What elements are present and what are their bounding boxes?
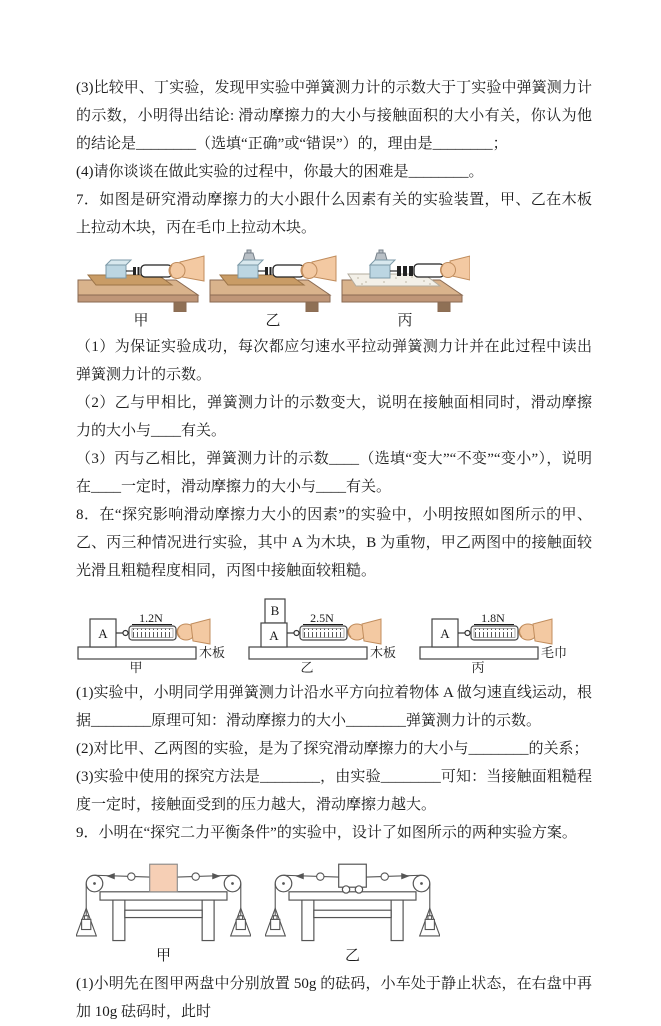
figure-q7: [76, 248, 592, 331]
table-pull-illustration: [76, 248, 206, 312]
block-a-icon: [432, 619, 458, 647]
figure-q8-setup-bing: [418, 595, 589, 675]
arrow-left-icon: [295, 873, 303, 879]
friction-setup-illustration: [247, 595, 418, 675]
spring-scale-icon: [397, 264, 444, 277]
svg-text:A: A: [440, 626, 450, 641]
setup-label: 甲: [129, 660, 143, 675]
q8-sub2-text: (2)对比甲、乙两图的实验，是为了探究滑动摩擦力的大小与________的关系；: [76, 741, 589, 757]
wood-block-icon: [150, 864, 178, 892]
pulley-icon: [413, 875, 430, 892]
towel-surface: [420, 647, 538, 659]
hand-icon: [169, 256, 204, 281]
table-icon: [289, 892, 416, 941]
figure-q9-label-yi: 乙: [344, 948, 360, 964]
worksheet-page: [76, 74, 592, 1026]
q8-intro-text: 8．在“探究影响滑动摩擦力大小的因素”的实验中，小明按照如图所示的甲、乙、丙三种情况进行实验，其中 A 为木块，B 为重物，甲乙两图中的接触面较光滑且粗糙程度相同，丙图中接触面较粗糙。: [76, 507, 592, 579]
balance-setup-illustration: [76, 855, 251, 947]
hand-icon: [301, 256, 336, 281]
string-right: [177, 875, 232, 877]
block-a-icon: [90, 619, 116, 647]
surface-label: 木板: [199, 645, 226, 660]
hand-icon: [519, 619, 552, 644]
q9-intro-text: 9．小明在“探究二力平衡条件”的实验中，设计了如图所示的两种实验方案。: [76, 825, 577, 841]
figure-q7-scene-jia: [76, 248, 206, 331]
figure-q9-label-jia: 甲: [155, 948, 171, 964]
scale-reading: 1.8N: [481, 611, 505, 625]
weight-hanger-icon: [265, 908, 285, 936]
table-icon: [100, 892, 227, 941]
balance-setup-illustration: [265, 855, 440, 947]
q6-part4-text: (4)请你谈谈在做此实验的过程中，你最大的困难是________。: [76, 164, 484, 180]
pulley-icon: [224, 875, 241, 892]
cart-icon: [339, 864, 367, 893]
arrow-left-icon: [106, 873, 114, 879]
spring-scale-icon: [471, 626, 518, 640]
figure-q8-setup-jia: [76, 595, 247, 675]
board-surface: [78, 647, 196, 659]
arrow-right-icon: [212, 873, 220, 879]
figure-q8: [76, 595, 592, 675]
q8-sub1-text: (1)实验中，小明同学用弹簧测力计沿水平方向拉着物体 A 做匀速直线运动，根据________原理可知：滑动摩擦力的大小________弹簧测力计的示数。: [76, 685, 592, 729]
q7-sub2-text: （2）乙与甲相比，弹簧测力计的示数变大，说明在接触面相同时，滑动摩擦力的大小与____有关。: [76, 395, 592, 439]
arrow-right-icon: [401, 873, 409, 879]
q8-sub3-text: (3)实验中使用的探究方法是________，由实验________可知：当接触面粗糙程度一定时，接触面受到的压力越大，滑动摩擦力越大。: [76, 769, 592, 813]
string-right: [366, 875, 421, 877]
string-left: [95, 875, 150, 877]
hand-icon: [441, 256, 471, 280]
pulley-icon: [275, 875, 292, 892]
hook-ring: [294, 631, 299, 636]
surface-label: 毛巾: [541, 645, 568, 660]
setup-label: 乙: [300, 660, 314, 675]
pulley-icon: [86, 875, 103, 892]
weight-hanger-icon: [76, 908, 96, 936]
board-surface: [249, 647, 367, 659]
weight-hanger-icon: [231, 908, 251, 936]
hand-icon: [177, 619, 210, 644]
block-a-icon: [261, 623, 287, 647]
string-left: [284, 875, 339, 877]
figure-q7-scene-yi: [208, 248, 338, 331]
scale-reading: 1.2N: [139, 611, 163, 625]
q6-part3-text: (3)比较甲、丁实验，发现甲实验中弹簧测力计的示数大于丁实验中弹簧测力计的示数，小明得出结论: 滑动摩擦力的大小与接触面积的大小有关，你认为他的结论是________（选填“正确”或“错误”）的，理由是________；: [76, 80, 592, 152]
weight-icon: [375, 250, 387, 260]
string-loop: [192, 873, 199, 880]
block-b-icon: [265, 599, 285, 623]
svg-text:B: B: [270, 603, 280, 618]
setup-label: 丙: [471, 660, 485, 675]
figure-q7-label-jia: 甲: [133, 313, 149, 329]
weight-hanger-icon: [420, 908, 440, 936]
surface-label: 木板: [370, 645, 397, 660]
friction-setup-illustration: [418, 595, 589, 675]
q7-sub1-text: （1）为保证实验成功，每次都应匀速水平拉动弹簧测力计并在此过程中读出弹簧测力计的示数。: [76, 339, 592, 383]
table-pull-illustration: [208, 248, 338, 312]
string-loop: [381, 873, 388, 880]
hook-ring: [465, 631, 470, 636]
figure-q9: [76, 855, 592, 966]
figure-q9-setup-jia: [76, 855, 251, 966]
q7-sub3-text: （3）丙与乙相比，弹簧测力计的示数____（选填“变大”“不变”“变小”），说明在____一定时，滑动摩擦力的大小与____有关。: [76, 451, 592, 495]
svg-text:A: A: [269, 628, 279, 643]
hand-icon: [348, 619, 381, 644]
friction-setup-illustration: [76, 595, 247, 675]
table-pull-illustration: [340, 248, 470, 312]
string-loop: [128, 873, 135, 880]
svg-text:A: A: [98, 626, 108, 641]
figure-q7-scene-bing: [340, 248, 470, 331]
figure-q8-setup-yi: [247, 595, 418, 675]
scale-reading: 2.5N: [310, 611, 334, 625]
q7-intro-text: 7．如图是研究滑动摩擦力的大小跟什么因素有关的实验装置，甲、乙在木板上拉动木块，丙在毛巾上拉动木块。: [76, 192, 592, 236]
hook-ring: [123, 631, 128, 636]
weight-icon: [243, 250, 255, 260]
spring-scale-icon: [129, 626, 176, 640]
figure-q7-label-bing: 丙: [397, 313, 413, 329]
q9-sub1-text: (1)小明先在图甲两盘中分别放置 50g 的砝码，小车处于静止状态，在右盘中再加 10g 砝码时，此时: [76, 976, 592, 1020]
spring-scale-icon: [300, 626, 347, 640]
figure-q9-setup-yi: [265, 855, 440, 966]
string-loop: [317, 873, 324, 880]
figure-q7-label-yi: 乙: [265, 313, 281, 329]
